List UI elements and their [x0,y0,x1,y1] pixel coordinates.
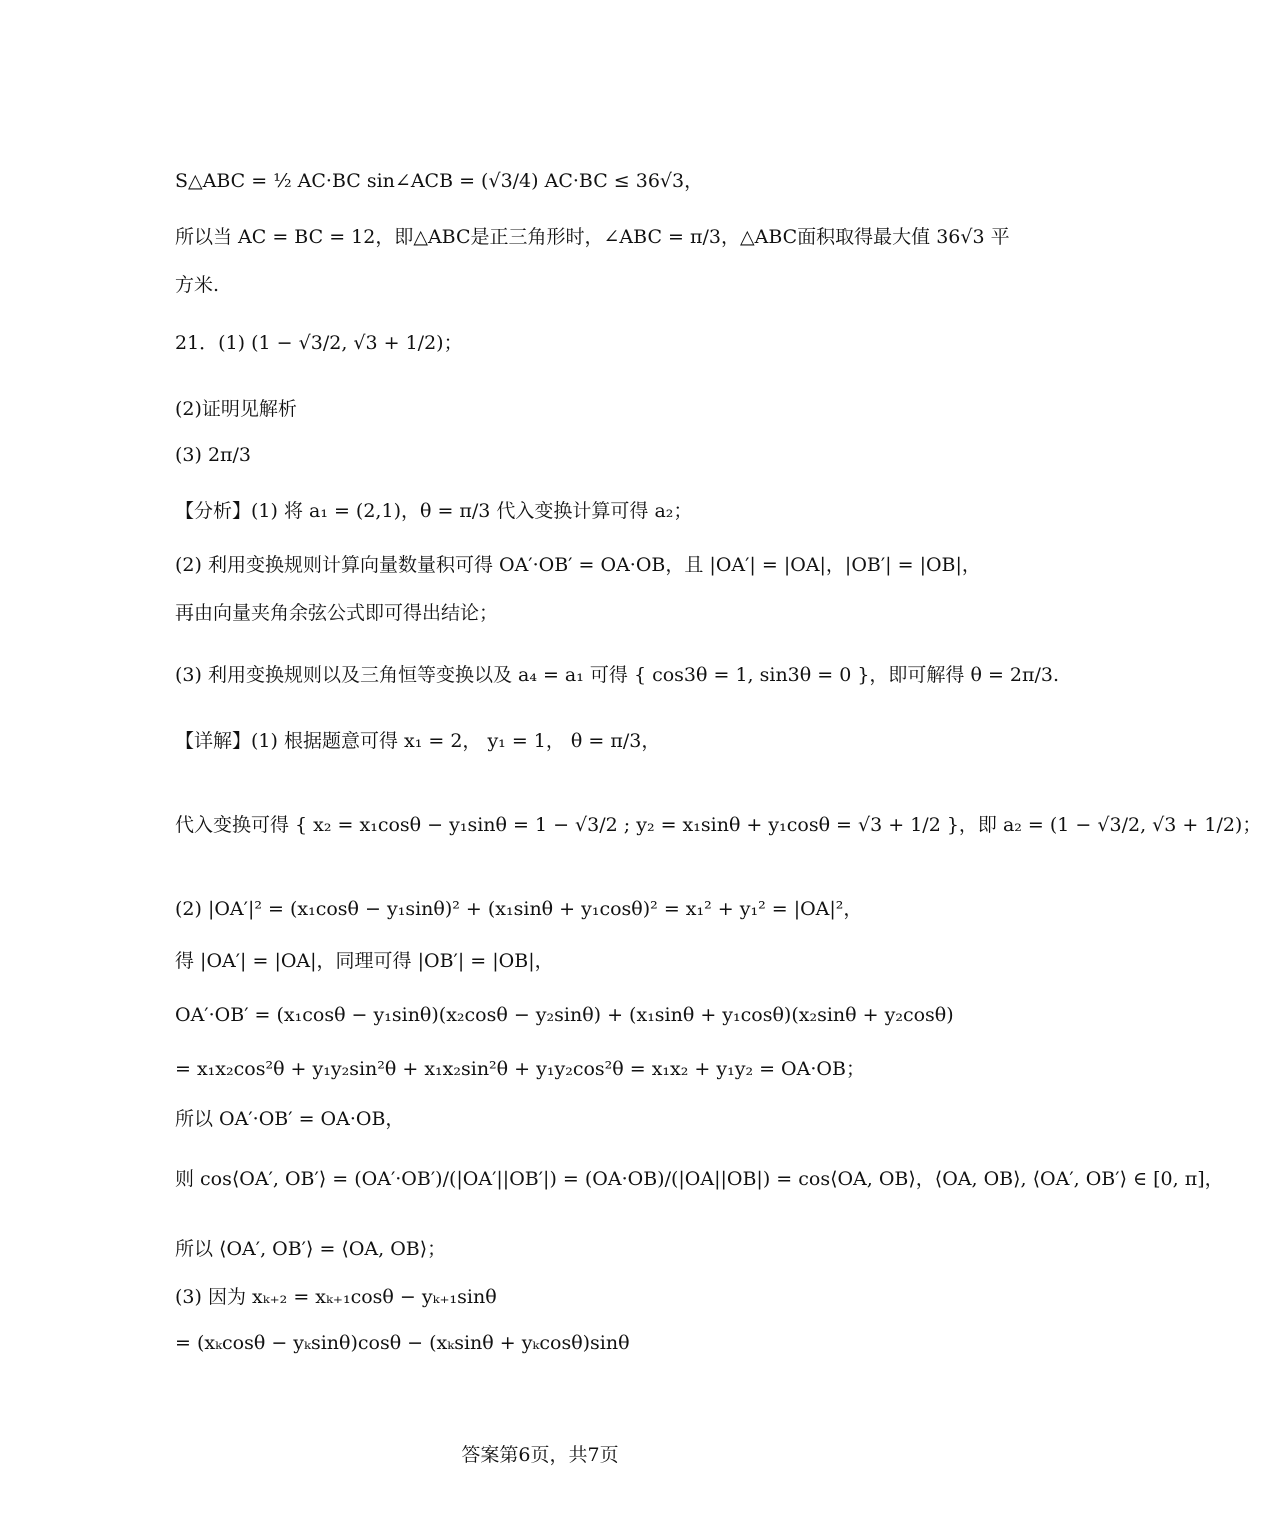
line-detail-2g: 所以 ⟨OA′, OB′⟩ = ⟨OA, OB⟩； [175,1238,447,1260]
line-detail-2f: 则 cos⟨OA′, OB′⟩ = (OA′·OB′)/(|OA′||OB′|) = (OA·OB)/(|OA||OB|) = cos⟨OA, OB⟩，⟨OA, OB⟩, ⟨OA′, OB′⟩ ∈ [0, π]， [175,1168,1224,1190]
line-analysis-2: (2) 利用变换规则计算向量数量积可得 OA′·OB′ = OA·OB，且 |OA′| = |OA|，|OB′| = |OB|， [175,554,981,576]
line-detail-1-system: 代入变换可得 { x₂ = x₁cosθ − y₁sinθ = 1 − √3/2 ; y₂ = x₁sinθ + y₁cosθ = √3 + 1/2 }，即 a₂ = (1 − √3/2, √3 + 1/2)； [175,814,1261,836]
page-footer: 答案第6页，共7页 [461,1444,619,1466]
line-detail-2c: OA′·OB′ = (x₁cosθ − y₁sinθ)(x₂cosθ − y₂sinθ) + (x₁sinθ + y₁cosθ)(x₂sinθ + y₂cosθ) [175,1004,954,1026]
line-detail-2e: 所以 OA′·OB′ = OA·OB， [175,1108,405,1130]
line-detail-2: (2) |OA′|² = (x₁cosθ − y₁sinθ)² + (x₁sinθ + y₁cosθ)² = x₁² + y₁² = |OA|²， [175,898,863,920]
line-q21-part2-answer: (2)证明见解析 [175,398,297,420]
line-detail-3b: = (xₖcosθ − yₖsinθ)cosθ − (xₖsinθ + yₖcosθ)sinθ [175,1332,630,1354]
line-analysis-1: 【分析】(1) 将 a₁ = (2,1)，θ = π/3 代入变换计算可得 a₂； [175,500,693,522]
line-detail-2b: 得 |OA′| = |OA|，同理可得 |OB′| = |OB|， [175,950,554,972]
line-detail-3: (3) 因为 xₖ₊₂ = xₖ₊₁cosθ − yₖ₊₁sinθ [175,1286,497,1308]
line-analysis-3: (3) 利用变换规则以及三角恒等变换以及 a₄ = a₁ 可得 { cos3θ = 1, sin3θ = 0 }，即可解得 θ = 2π/3. [175,664,1060,686]
line-unit: 方米. [175,274,220,296]
line-detail-2d: = x₁x₂cos²θ + y₁y₂sin²θ + x₁x₂sin²θ + y₁y₂cos²θ = x₁x₂ + y₁y₂ = OA·OB； [175,1058,865,1080]
line-analysis-2b: 再由向量夹角余弦公式即可得出结论； [175,602,499,624]
line-max-area: 所以当 AC = BC = 12，即△ABC是正三角形时，∠ABC = π/3，△ABC面积取得最大值 36√3 平 [175,226,1010,248]
line-q21-part1-answer: 21．(1) (1 − √3/2, √3 + 1/2)； [175,332,463,354]
line-detail-1: 【详解】(1) 根据题意可得 x₁ = 2， y₁ = 1， θ = π/3， [175,730,661,752]
line-area-formula: S△ABC = ½ AC·BC sin∠ACB = (√3/4) AC·BC ≤ 36√3， [175,170,704,192]
line-q21-part3-answer: (3) 2π/3 [175,444,252,466]
